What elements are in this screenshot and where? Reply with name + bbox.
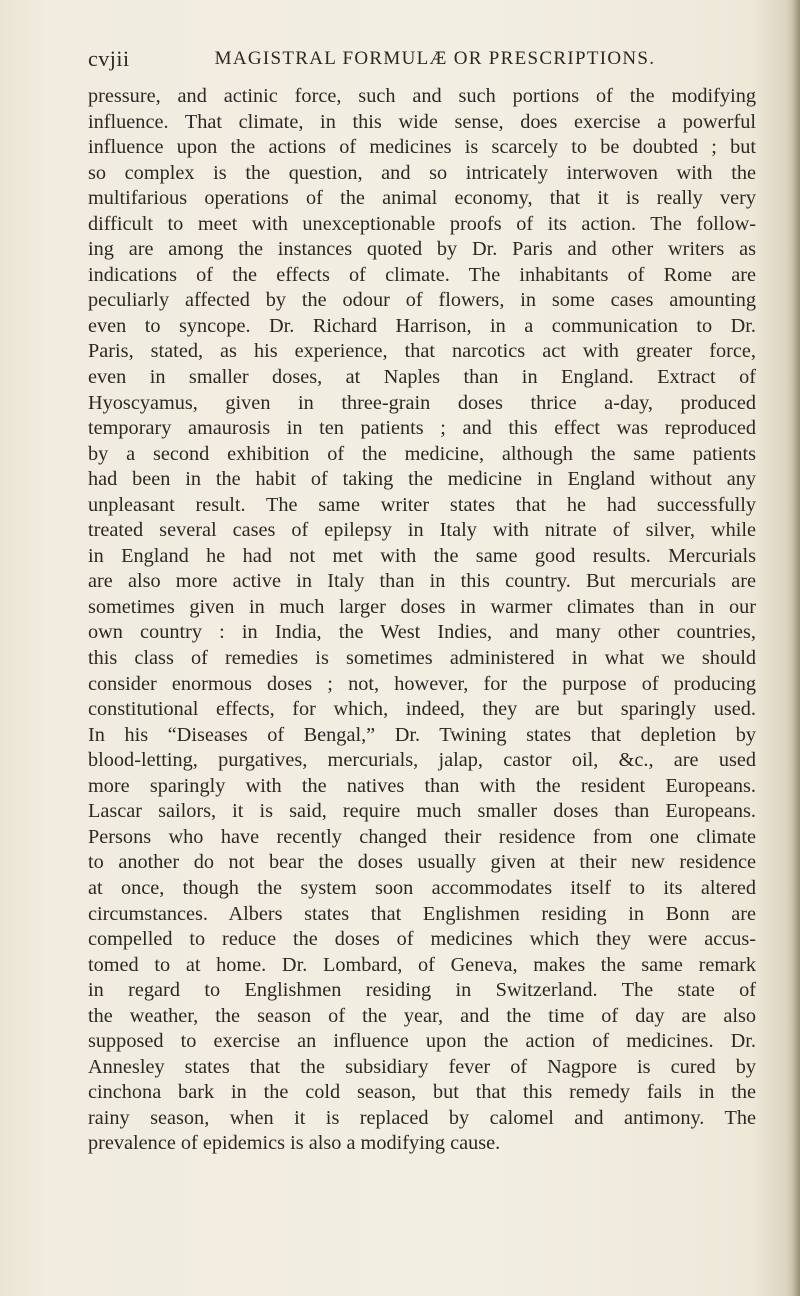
text-line: difficult to meet with unexceptionable proofs of its action. The follow- [88,212,756,235]
running-head [88,46,752,78]
text-line: had been in the habit of taking the medicine in England without any [88,468,756,491]
text-line: even to syncope. Dr. Richard Harrison, in a communication to Dr. [88,314,756,337]
text-line: treated several cases of epilepsy in Italy with nitrate of silver, while [88,519,756,542]
text-line: in regard to Englishmen residing in Switzerland. The state of [88,979,756,1002]
text-line: in England he had not met with the same good results. Mercurials [88,544,756,567]
text-line: compelled to reduce the doses of medicines which they were accus- [88,928,756,951]
text-line: are also more active in Italy than in this country. But mercurials are [88,570,756,593]
text-line: more sparingly with the natives than with the resident Europeans. [88,774,756,797]
text-line: unpleasant result. The same writer states that he had successfully [88,493,756,516]
text-line: sometimes given in much larger doses in warmer climates than in our [88,595,756,618]
text-line: at once, though the system soon accommodates itself to its altered [88,876,756,899]
text-line: Annesley states that the subsidiary fever of Nagpore is cured by [88,1055,756,1078]
text-line: Hyoscyamus, given in three-grain doses thrice a-day, produced [88,391,756,414]
text-line-last: prevalence of epidemics is also a modifying cause. [88,1132,501,1155]
text-line: influence upon the actions of medicines is scarcely to be doubted ; but [88,136,756,159]
text-line: In his “Diseases of Bengal,” Dr. Twining states that depletion by [88,723,756,746]
text-line: ing are among the instances quoted by Dr. Paris and other writers as [88,238,756,261]
text-line: cinchona bark in the cold season, but that this remedy fails in the [88,1081,756,1104]
text-line: constitutional effects, for which, indeed, they are but sparingly used. [88,698,756,721]
text-line: pressure, and actinic force, such and such portions of the modifying [88,85,756,107]
page-edge-shadow [786,0,800,1296]
text-line: own country : in India, the West Indies, and many other countries, [88,621,756,644]
running-title: MAGISTRAL FORMULÆ OR PRESCRIPTIONS. [214,48,656,69]
text-line: circumstances. Albers states that Englishmen residing in Bonn are [88,902,756,925]
text-line: the weather, the season of the year, and the time of day are also [88,1004,756,1027]
text-line: consider enormous doses ; not, however, for the purpose of producing [88,672,756,695]
text-line: peculiarly affected by the odour of flowers, in some cases amounting [88,289,756,312]
text-line: influence. That climate, in this wide sense, does exercise a powerful [88,110,756,133]
text-line: to another do not bear the doses usually given at their new residence [88,851,756,874]
text-line: temporary amaurosis in ten patients ; and this effect was reproduced [88,417,756,440]
text-line: blood-letting, purgatives, mercurials, jalap, castor oil, &c., are used [88,749,756,772]
text-line: rainy season, when it is replaced by calomel and antimony. The [88,1106,756,1129]
text-line: Persons who have recently changed their residence from one climate [88,825,756,848]
text-line: Paris, stated, as his experience, that narcotics act with greater force, [88,340,756,363]
text-line: multifarious operations of the animal economy, that it is really very [88,187,756,210]
text-line: this class of remedies is sometimes administered in what we should [88,647,756,670]
page-number: cvjii [88,46,130,71]
body-paragraph [88,84,756,1157]
text-line: indications of the effects of climate. The inhabitants of Rome are [88,263,756,286]
text-line: so complex is the question, and so intricately interwoven with the [88,161,756,184]
text-line: by a second exhibition of the medicine, although the same patients [88,442,756,465]
text-line: tomed to at home. Dr. Lombard, of Geneva, makes the same remark [88,953,756,976]
text-line: supposed to exercise an influence upon the action of medicines. Dr. [88,1030,756,1053]
text-line: Lascar sailors, it is said, require much smaller doses than Europeans. [88,800,756,823]
text-line: even in smaller doses, at Naples than in England. Extract of [88,366,756,389]
